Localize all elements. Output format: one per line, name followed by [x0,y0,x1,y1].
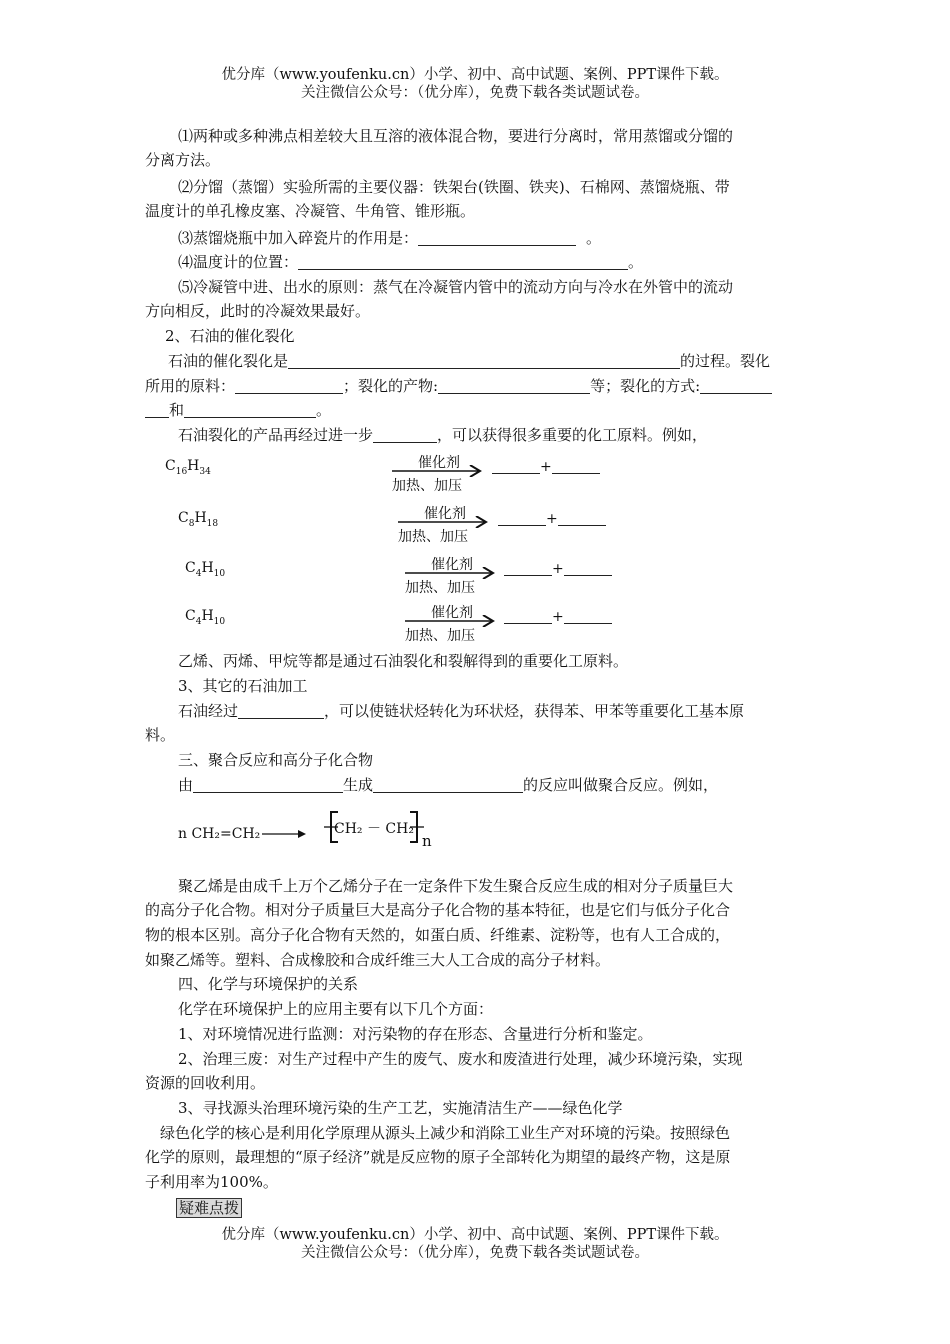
frac-p3-end: 。 [586,229,602,247]
frac-p4-text: ⑷温度计的位置： [178,253,299,271]
answer-blank[interactable] [145,402,169,418]
cracking-l4-text: 石油裂化的产品再经过进一步 [178,426,374,444]
polymer-l1-a: 由 [178,776,194,794]
answer-blank[interactable] [564,560,612,576]
plus-sign: + [552,561,564,577]
cracking-l4-end: ，可以获得很多重要的化工原料。例如， [437,426,708,444]
polymer-heading: 三、聚合反应和高分子化合物 [178,751,374,769]
frac-p1a: ⑴两种或多种沸点相差较大且互溶的液体混合物，要进行分离时，常用蒸馏或分馏的 [178,127,734,145]
polymer-p4: 如聚乙烯等。塑料、合成橡胶和合成纤维三大人工合成的高分子材料。 [145,951,611,969]
env-heading: 四、化学与环境保护的关系 [178,975,359,993]
green-chem-p3: 子利用率为100%。 [145,1173,278,1191]
reactant-4: $C_4H_{10}$ [185,608,226,627]
env-item-2b: 资源的回收利用。 [145,1074,266,1092]
reactant-2: $C_8H_{18}$ [178,510,219,529]
frac-p3-text: ⑶蒸馏烧瓶中加入碎瓷片的作用是： [178,229,419,247]
answer-blank[interactable] [235,378,343,394]
cracking-l2-c: 等；裂化的方式: [590,377,701,395]
cracking-line-3 [145,400,331,420]
catalyst-label: 催化剂 [431,557,473,573]
frac-p3 [178,228,601,248]
plus-sign: + [546,511,558,527]
frac-p4-end: 。 [628,253,644,271]
frac-p1b: 分离方法。 [145,151,221,169]
env-item-2a: 2、治理三废：对生产过程中产生的废气、废水和废渣进行处理，减少环境污染，实现 [178,1050,743,1068]
answer-blank[interactable] [504,560,552,576]
frac-p2b: 温度计的单孔橡皮塞、冷凝管、牛角管、锥形瓶。 [145,202,476,220]
header-line-2: 关注微信公众号：（优分库），免费下载各类试题试卷。 [301,85,649,101]
other-line-1 [178,701,744,721]
answer-blank[interactable] [288,353,680,369]
env-intro: 化学在环境保护上的应用主要有以下几个方面： [178,1000,494,1018]
answer-blank[interactable] [700,378,772,394]
conditions-label: 加热、加压 [392,478,462,494]
polymer-p1: 聚乙烯是由成千上万个乙烯分子在一定条件下发生聚合反应生成的相对分子质量巨大 [178,877,734,895]
green-chem-p1: 绿色化学的核心是利用化学原理从源头上减少和消除工业生产对环境的污染。按照绿色 [160,1124,731,1142]
answer-blank[interactable] [184,402,316,418]
frac-p4 [178,252,643,272]
env-item-1: 1、对环境情况进行监测：对污染物的存在形态、含量进行分析和鉴定。 [178,1025,653,1043]
cracking-l1-end: 的过程。裂化 [680,352,771,370]
polymer-l1-c: 的反应叫做聚合反应。例如， [523,776,719,794]
answer-blank[interactable] [418,230,576,246]
cracking-l3-end: 。 [316,401,332,419]
catalyst-label: 催化剂 [418,455,460,471]
answer-blank[interactable] [373,427,437,443]
answer-blank[interactable] [438,378,590,394]
reaction-arrow-2 [398,503,490,545]
polymer-line-1 [178,775,718,795]
conditions-label: 加热、加压 [398,529,468,545]
answer-blank[interactable] [504,608,552,624]
products-2 [498,510,606,527]
polymer-p2: 的高分子化合物。相对分子质量巨大是高分子化合物的基本特征，也是它们与低分子化合 [145,901,731,919]
cracking-line-4 [178,425,707,445]
answer-blank[interactable] [238,703,324,719]
other-line-2: 料。 [145,726,176,744]
catalyst-label: 催化剂 [431,605,473,621]
cracking-l2-b: ；裂化的产物: [343,377,439,395]
green-chem-p2: 化学的原则，最理想的“原子经济”就是反应物的原子全部转化为期望的最终产物，这是原 [145,1148,731,1166]
answer-blank[interactable] [298,254,628,270]
section-tag: 疑难点拨 [176,1198,242,1218]
reaction-arrow-1 [392,452,484,494]
answer-blank[interactable] [564,608,612,624]
cracking-summary: 乙烯、丙烯、甲烷等都是通过石油裂化和裂解得到的重要化工原料。 [178,652,629,670]
plus-sign: + [540,459,552,475]
frac-p5a: ⑸冷凝管中进、出水的原则：蒸气在冷凝管内管中的流动方向与冷水在外管中的流动 [178,278,734,296]
products-4 [504,608,612,625]
answer-blank[interactable] [193,777,343,793]
answer-blank[interactable] [498,510,546,526]
frac-p5b: 方向相反，此时的冷凝效果最好。 [145,302,371,320]
other-l1-end: ，可以使链状烃转化为环状烃，获得苯、甲苯等重要化工基本原 [324,702,745,720]
catalyst-label: 催化剂 [424,506,466,522]
other-heading: 3、其它的石油加工 [178,677,308,695]
cracking-l2-a: 所用的原料： [145,377,236,395]
conditions-label: 加热、加压 [405,580,475,596]
cracking-line-2 [145,376,772,396]
polymer-repeat-unit: CH₂ － CH₂ [334,821,414,837]
cracking-l3-and: 和 [169,401,185,419]
reactant-3: $C_4H_{10}$ [185,560,226,579]
reaction-arrow-3 [405,554,497,596]
page-header [0,66,950,102]
polymerization-arrow-icon [262,827,308,841]
polymer-degree: n [422,832,432,850]
cracking-line-1 [168,351,770,371]
env-item-3: 3、寻找源头治理环境污染的生产工艺，实施清洁生产——绿色化学 [178,1099,623,1117]
page-footer [0,1226,950,1262]
frac-p2a: ⑵分馏（蒸馏）实验所需的主要仪器：铁架台(铁圈、铁夹)、石棉网、蒸馏烧瓶、带 [178,178,730,196]
reactant-1: $C_{16}H_{34}$ [165,458,211,477]
products-1 [492,458,600,475]
polymer-l1-b: 生成 [343,776,374,794]
answer-blank[interactable] [492,458,540,474]
footer-line-1: 优分库（www.youfenku.cn）小学、初中、高中试题、案例、PPT课件下载。 [221,1227,729,1243]
monomer-formula: n CH₂=CH₂ [178,826,261,842]
cracking-heading: 2、石油的催化裂化 [165,327,295,345]
answer-blank[interactable] [373,777,523,793]
other-l1-text: 石油经过 [178,702,239,720]
conditions-label: 加热、加压 [405,628,475,644]
answer-blank[interactable] [558,510,606,526]
cracking-l1-text: 石油的催化裂化是 [168,352,289,370]
plus-sign: + [552,609,564,625]
products-3 [504,560,612,577]
reaction-arrow-4 [405,602,497,644]
header-line-1: 优分库（www.youfenku.cn）小学、初中、高中试题、案例、PPT课件下载。 [221,67,729,83]
polymer-p3: 物的根本区别。高分子化合物有天然的，如蛋白质、纤维素、淀粉等，也有人工合成的， [145,926,731,944]
answer-blank[interactable] [552,458,600,474]
footer-line-2: 关注微信公众号：（优分库），免费下载各类试题试卷。 [301,1245,649,1261]
